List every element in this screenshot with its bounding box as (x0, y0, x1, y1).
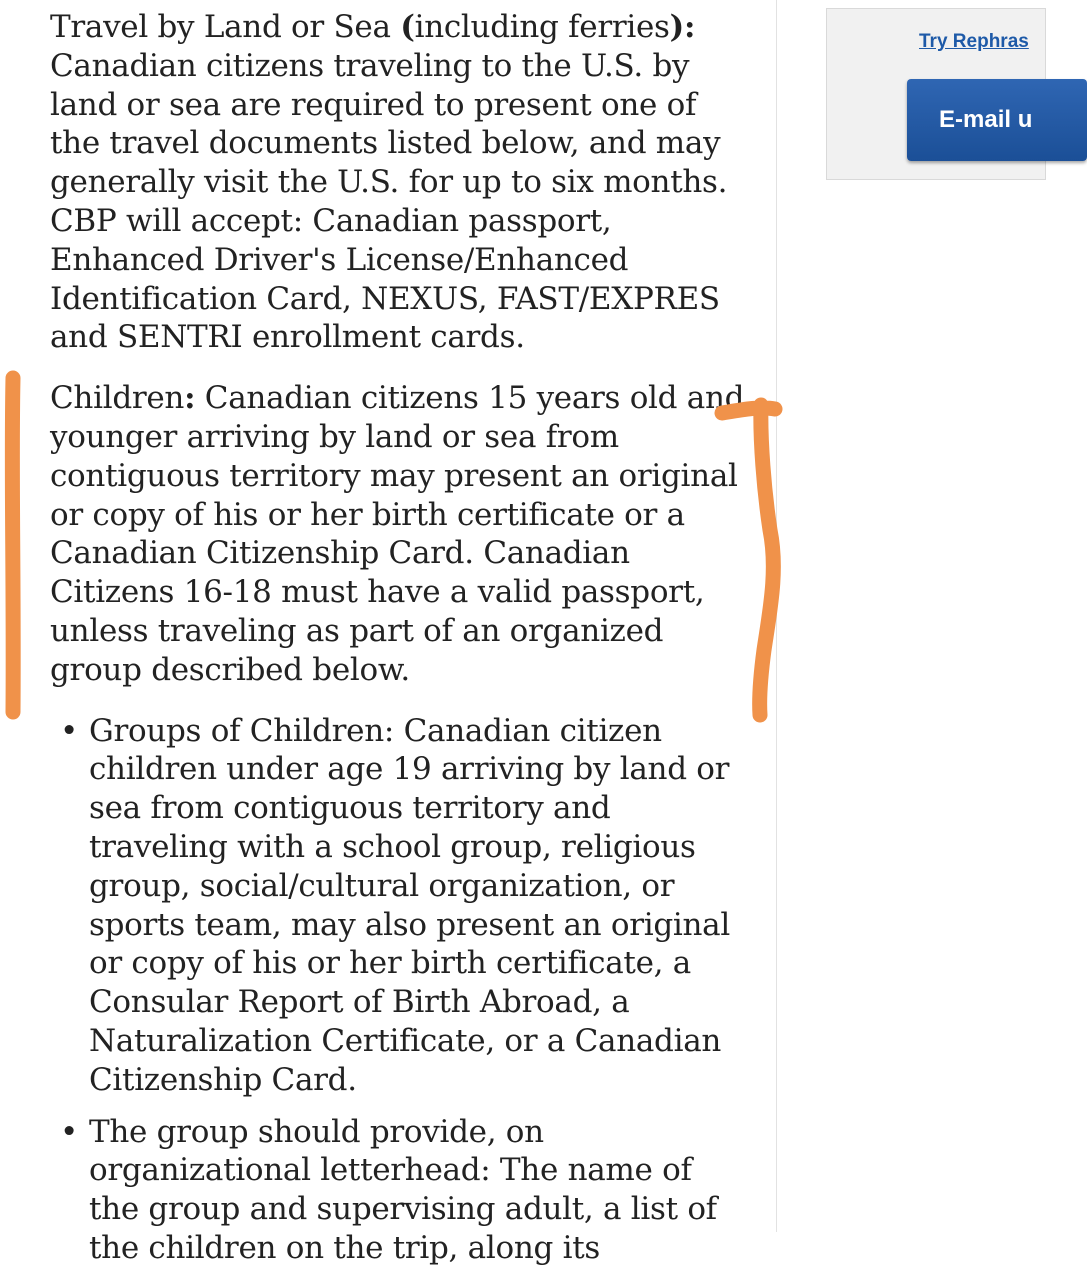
bullet-icon: • (60, 1113, 78, 1150)
travel-body: Canadian citizens traveling to the U.S. by land or sea are required to present one of the travel documents listed below, and may generally visit the U.S. for up to six months. CBP will accept: Canadian passport, Enhanced Driver's License/Enhanced Identification Card, NEXUS, FAST/EXPRES and SENTRI enrollment cards. (50, 47, 728, 356)
travel-paren-text: including ferries (414, 9, 670, 45)
left-bracket-stroke (12, 378, 13, 712)
article-content (50, 8, 750, 1281)
try-rephrase-link[interactable]: Try Rephras (919, 31, 1029, 52)
bullet-icon: • (60, 712, 78, 749)
travel-paren-close: ): (669, 9, 696, 45)
list-item-text: The group should provide, on organizational letterhead: The name of the group and supervising adult, a list of the children on the trip, along its (89, 1113, 717, 1266)
travel-paragraph (50, 8, 750, 357)
list-item-text: Groups of Children: Canadian citizen children under age 19 arriving by land or sea from contiguous territory and traveling with a school group, religious group, social/cultural organization, or sports team, may also present an original or copy of his or her birth certificate, a Consular Report of Birth Abroad, a Naturalization Certificate, or a Canadian Citizenship Card. (89, 712, 730, 1098)
children-paragraph (50, 379, 750, 689)
column-divider (776, 0, 777, 1232)
sidebar-tools-box (826, 8, 1046, 180)
email-us-button[interactable]: E-mail u (907, 79, 1087, 161)
children-body: Canadian citizens 15 years old and younger arriving by land or sea from contiguous territory may present an original or copy of his or her birth certificate or a Canadian Citizenship Card. Canadian Citizens 16-18 must have a valid passport, unless traveling as part of an organized group described below. (50, 380, 745, 688)
travel-heading: Travel by Land or Sea (50, 9, 391, 45)
group-requirements-list (50, 712, 750, 1268)
children-heading: Children (50, 380, 185, 417)
list-item (50, 712, 750, 1100)
list-item (50, 1113, 750, 1268)
travel-paren-open: ( (400, 9, 415, 45)
children-colon: : (184, 380, 196, 417)
